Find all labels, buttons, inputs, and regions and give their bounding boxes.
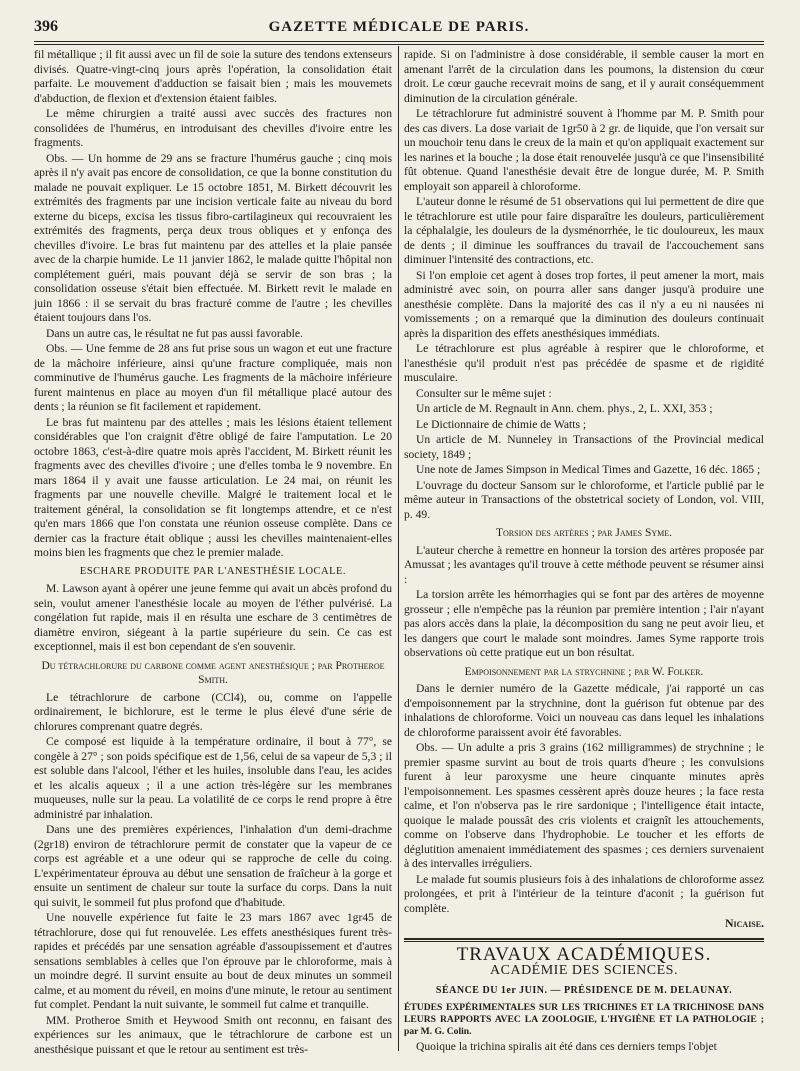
section-title: TRAVAUX ACADÉMIQUES. <box>456 943 712 965</box>
paragraph: Le tétrachlorure fut administré souvent à l'homme par M. P. Smith pour des cas divers. La dose variait de 1gr50 à 2 gr. de liquide, que l'on versait sur un mouchoir tenu dans le creux de la main et qu'on appliquait exactement sur les narines et la bouche ; la dose était renouvelée jusqu'à ce que l'insensibilité fût obtenue. Quand l'anesthésie devait être de longue durée, M. P. Smith employait son appareil à chloroforme. <box>404 107 764 193</box>
paragraph: MM. Protheroe Smith et Heywood Smith ont reconnu, en faisant des expériences sur les animaux, que le tétrachlorure de carbone est un anesthésique puissant et que le retour au sentiment est très- <box>34 1013 392 1056</box>
reference-item: Un article de M. Nunneley in Transactions of the Provincial medical society, 1849 ; <box>404 433 764 461</box>
paragraph: L'auteur cherche à remettre en honneur la torsion des artères proposée par Amussat ; les avantages qu'il trouve à cette méthode peuvent se résumer ainsi : <box>404 543 764 586</box>
paragraph: Le même chirurgien a traité aussi avec succès des fractures non consolidées de l'humérus, en introduisant des chevilles d'ivoire entre les fragments. <box>34 107 392 149</box>
subsection-title: ACADÉMIE DES SCIENCES. <box>490 963 678 978</box>
column-divider <box>398 46 399 1051</box>
reference-item: L'ouvrage du docteur Sansom sur le chloroforme, et l'article publié par le même auteur in Transactions of the obstetrical society of London, vol. VIII, p. 49. <box>404 478 764 521</box>
reference-item: Un article de M. Regnault in Ann. chem. phys., 2, L. XXI, 353 ; <box>416 402 713 415</box>
paragraph: fil métallique ; il fit aussi avec un fil de soie la suture des tendons extenseurs divisés. Quatre-vingt-cinq jours après l'opération, la consolidation était parfaite. Le mouvement d'adduction se faisait bien ; mais les mouvemets d'abduction, de flexion et d'extension étaient faibles. <box>34 48 392 105</box>
section-rule <box>404 938 764 942</box>
paragraph: L'auteur donne le résumé de 51 observations qui lui permettent de dire que le tétrachlorure est utile pour faire disparaître les douleurs, particulièrement la céphalalgie, les douleurs de la dysménorrhée, le tic douloureux, les maux de dents ; il diminue les souffrances du travail de l'accouchement sans diminuer l'intensité des contractions, etc. <box>404 195 764 266</box>
journal-title: GAZETTE MÉDICALE DE PARIS. <box>268 19 530 35</box>
paragraph: Consulter sur le même sujet : <box>416 386 552 400</box>
paragraph: rapide. Si on l'administre à dose considérable, il semble causer la mort en amenant l'arrêt de la circulation dans les poumons, la distension du cœur droit. Le cœur gauche recevrait moins de sang, et il y aurait conséquemment diminution de la circulation générale. <box>404 48 764 105</box>
paragraph: Le tétrachlorure est plus agréable à respirer que le chloroforme, et l'anesthésie qu'il produit n'est pas précédée de spasme et de rigidité musculaire. <box>404 342 764 384</box>
section-heading: Empoisonnement par la strychnine ; par W. Folker. <box>464 665 704 678</box>
paragraph: Si l'on emploie cet agent à doses trop fortes, il peut amener la mort, mais administré avec soin, on pourra aller sans danger jusqu'à produire une anesthésie complète. Dans la majorité des cas il n'y a eu ni nausées ni vomissements ; on a remarqué que la diminution des douleurs continuait après la disparition des effets anesthésiques immédiats. <box>404 268 764 340</box>
page-number: 396 <box>34 18 58 35</box>
paragraph: Le tétrachlorure de carbone (CCl4), ou, comme on l'appelle ordinairement, le bichlorure, est le terme le plus élevé d'une série de chlorures comprenant quatre degrés. <box>34 690 392 733</box>
paragraph: M. Lawson ayant à opérer une jeune femme qui avait un abcès profond du sein, voulut amener l'anesthésie locale au moyen de l'éther pulvérisé. La congélation fut rapide, mais il en résulta une eschare de 3 centimètres de diamètre environ, siégeant à la partie supérieure du sein. Ce cas est exceptionnel, mais il est bon cependant de s'en souvenir. <box>34 582 392 653</box>
paragraph: Le bras fut maintenu par des attelles ; mais les lésions étaient tellement considérables que l'on craignit d'être obligé de faire l'amputation. Le 20 octobre 1863, c'est-à-dire quatre mois après l'accident, M. Birkett réunit les fragments avec des chevilles d'ivoire ; une d'elles tomba le 9 novembre. En mars 1864 il y avait une fausse articulation. Le 24 mai, on réunit les fragments par une nouvelle cheville. Malgré le traitement local et le traitement général, la consolidation se fit longtemps attendre, et ce n'est qu'en mars 1866 que l'on constata une réunion osseuse complète. Dans ce dernier cas la fracture était oblique ; aussi les chevilles maintenaient-elles moins bien les fragments que chez le premier malade. <box>34 415 392 559</box>
paragraph: Quoique la trichina spiralis ait été dans ces derniers temps l'objet <box>416 1040 717 1053</box>
right-column <box>404 48 764 1056</box>
page-header <box>34 18 764 38</box>
section-heading: ESCHARE PRODUITE PAR L'ANESTHÉSIE LOCALE. <box>79 565 347 577</box>
observation-paragraph: Obs. — Une femme de 28 ans fut prise sous un wagon et eut une fracture de la mâchoire inférieure, ainsi qu'une fracture compliquée, mais non comminutive de l'humérus gauche. Les fragments de la mâchoire inférieure furent maintenus en place au moyen d'un fil métallique placé autour des dents ; la réunion se fit facilement et rapidement. <box>34 342 392 413</box>
observation-paragraph: Obs. — Un adulte a pris 3 grains (162 milligrammes) de strychnine ; le premier spasme survint au bout de trois quarts d'heure ; les convulsions furent à leur paroxysme une heure cinquante minutes après l'empoisonnement. Les spasmes cessèrent après douze heures ; la face resta calme, et l'on n'observa pas le rire sardonique ; l'intelligence était intacte, quoique le malade poussât des cris violents et craignît les attouchements, comme on l'observe dans l'hydrophobie. Le toucher et les efforts de déglutition amenaient immédiatement des spasmes ; ces derniers survenaient à des intervalles irréguliers. <box>404 741 764 870</box>
paragraph: Dans un autre cas, le résultat ne fut pas aussi favorable. <box>46 326 303 340</box>
header-rule <box>34 41 764 42</box>
author-signature: Nicaise. <box>725 917 764 930</box>
header-rule-second <box>34 44 764 45</box>
paragraph: Ce composé est liquide à la température ordinaire, il bout à 77°, se congèle à 27° ; son poids spécifique est de 1,56, celui de sa vapeur de 5,3 ; il est soluble dans l'alcool, l'éther et les huiles, insoluble dans l'eau, les acides et les alcalis aqueux ; il a une action très-légère sur les membranes muqueuses, nulle sur la peau. La volatilité de ce corps le rend propre à être administré par inhalation. <box>34 735 392 821</box>
article-heading: ÉTUDES EXPÉRIMENTALES SUR LES TRICHINES ET LA TRICHINOSE DANS LEURS RAPPORTS AVEC LA ZOOLOGIE, L'HYGIÈNE ET LA PATHOLOGIE ; par M. G. Colin. <box>404 1002 764 1037</box>
reference-item: Une note de James Simpson in Medical Times and Gazette, 16 déc. 1865 ; <box>416 463 761 476</box>
reference-item: Le Dictionnaire de chimie de Watts ; <box>416 417 587 431</box>
paragraph: Le malade fut soumis plusieurs fois à des inhalations de chloroforme assez prolongées, et prit à l'intérieur de la teinture d'aconit ; la guérison fut complète. <box>404 872 764 915</box>
observation-paragraph: Obs. — Un homme de 29 ans se fracture l'humérus gauche ; cinq mois après il n'y avait pas encore de consolidation, ce que la bonne constitution du malade ne pouvait expliquer. Le 15 octobre 1851, M. Birkett découvrit les extrémités des fragments par une incision verticale faite au niveau du bord externe du biceps, excisa les tissus fibro-cartilagineux qui recouvraient les extrémités des fragments, perça deux trous obliques et y enfonça des chevilles d'ivoire. Le bras fut maintenu par des attelles et la plaie pansée avec de la charpie humide. Le 11 janvier 1862, le malade quitte l'hôpital non complétement guéri, mais pouvant déjà se servir de son bras ; la consolidation osseuse s'était bien effectuée. M. Birkett revit le malade en juin 1866 : il se servait du bras fracturé comme de l'autre ; les chevilles étaient toujours dans l'os. <box>34 151 392 324</box>
left-column <box>34 48 392 1058</box>
paragraph: Une nouvelle expérience fut faite le 23 mars 1867 avec 1gr45 de tétrachlorure, dose qui fut renouvelée. Les effets anesthésiques furent très-rapides et précédés par une sensation agréable d'assoupissement et d'autres sensations semblables à celles que l'on éprouve par le chloroforme, mais à un moindre degré. Il survint ensuite au bout de deux minutes un sommeil calme, et au moment du réveil, en moins d'une minute, le retour au sentiment fut complet. Pendant la nuit suivante, le sommeil fut calme et tranquille. <box>34 911 392 1011</box>
session-line: SÉANCE DU 1er JUIN. — PRÉSIDENCE DE M. DELAUNAY. <box>435 984 733 996</box>
paragraph: Dans une des premières expériences, l'inhalation d'un demi-drachme (2gr18) environ de tétrachlorure permit de constater que la vapeur de ce corps est agréable et a une odeur qui se rapproche de celle du coing. L'expérimentateur éprouva au début une sensation de fraîcheur à la gorge et ensuite un sentiment de chaleur sur toute la surface du corps. Dans la nuit qui suivit, le sommeil fut plus profond que d'habitude. <box>34 823 392 909</box>
paragraph: La torsion arrête les hémorrhagies qui se font par des artères de moyenne grosseur ; elle n'empêche pas la réunion par première intention ; l'air n'ayant pas alors accès dans la plaie, la décomposition du sang ne peut avoir lieu, et les dangers que court le malade sont moindres. James Syme rapporte trois observations où cette pratique eut un bon résultat. <box>404 588 764 659</box>
section-heading: Torsion des artères ; par James Syme. <box>495 527 673 539</box>
paragraph: Dans le dernier numéro de la Gazette médicale, j'ai rapporté un cas d'empoisonnement par la strychnine, dont la guérison fut obtenue par des inhalations de chloroforme. Voici un nouveau cas dans lequel les inhalations de chloroforme paraissent avoir été favorables. <box>404 682 764 739</box>
section-heading: Du tétrachlorure du carbone comme agent anesthésique ; par Protheroe Smith. <box>41 659 385 686</box>
